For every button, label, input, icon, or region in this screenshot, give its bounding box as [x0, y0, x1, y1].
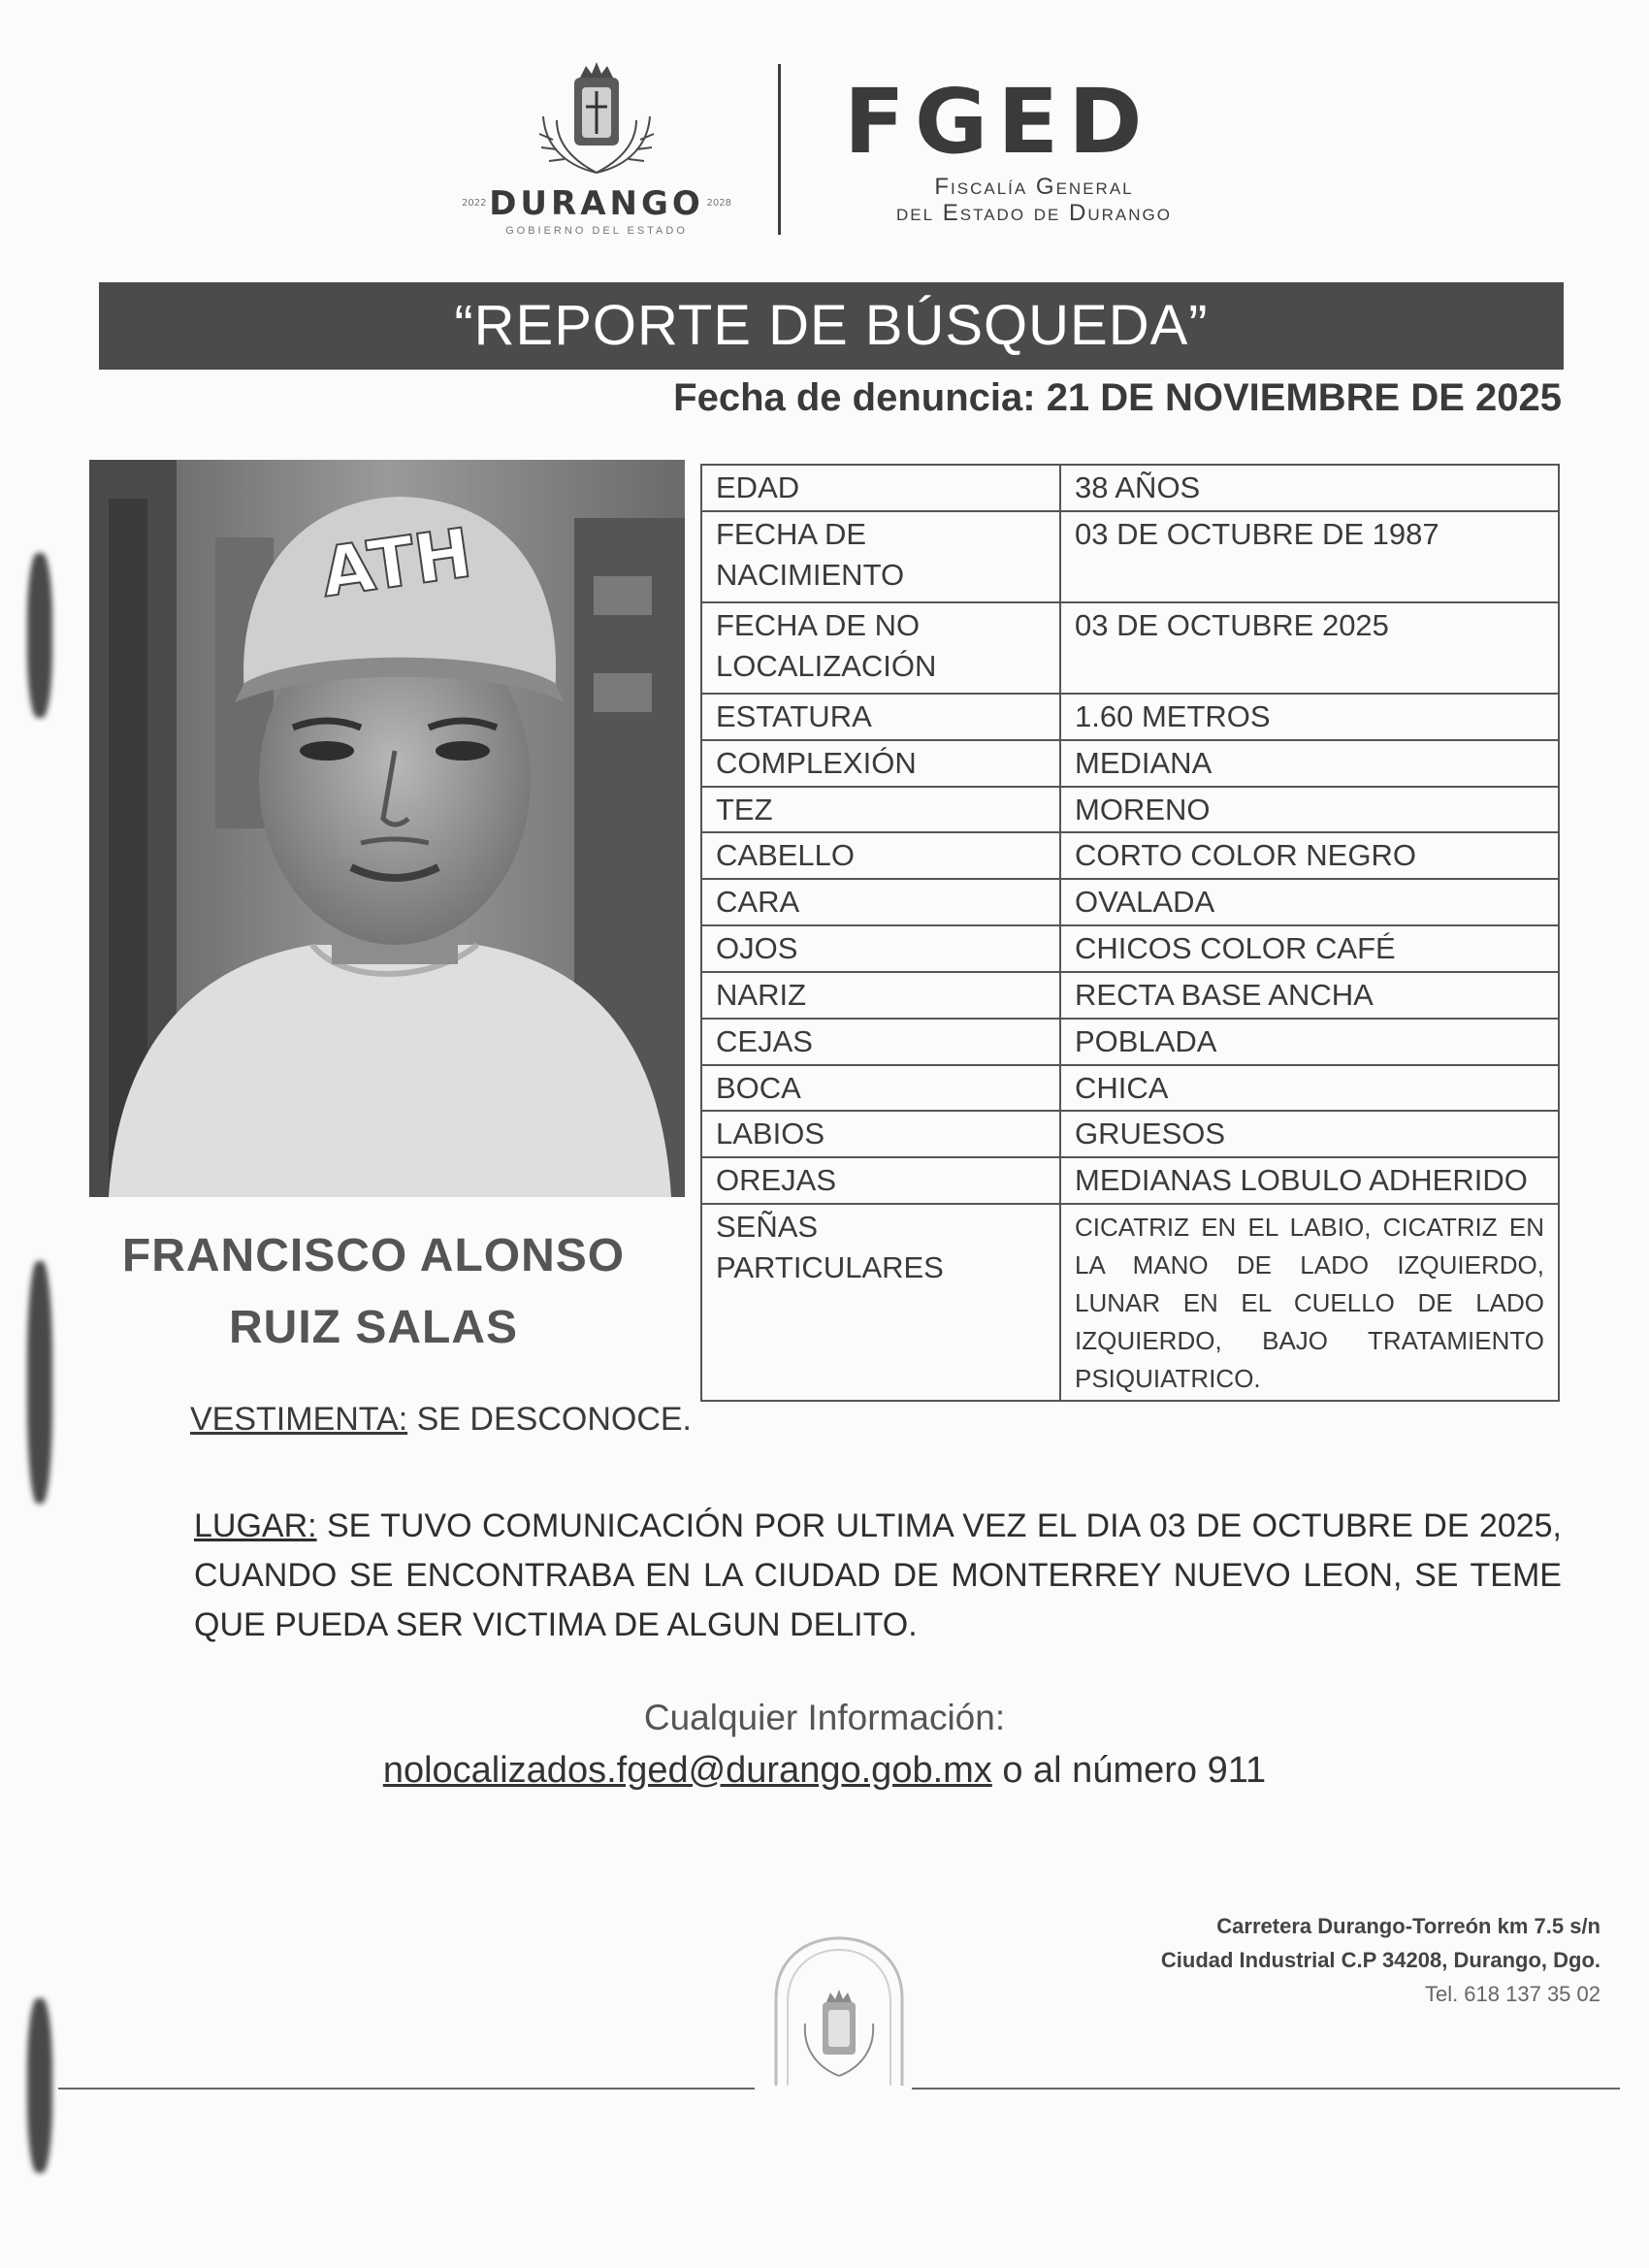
detail-label: EDAD — [701, 465, 1060, 511]
table-row — [701, 694, 1559, 740]
detail-value: MEDIANA — [1060, 740, 1559, 787]
detail-value: CHICOS COLOR CAFÉ — [1060, 925, 1559, 972]
person-name — [78, 1220, 669, 1365]
footer-seal — [766, 1930, 912, 2095]
contact-email-link[interactable]: nolocalizados.fged@durango.gob.mx — [382, 1750, 992, 1791]
detail-value: 03 DE OCTUBRE 2025 — [1060, 602, 1559, 694]
detail-label: SEÑAS PARTICULARES — [701, 1204, 1060, 1401]
scan-smudge — [27, 1998, 52, 2173]
detail-label: ESTATURA — [701, 694, 1060, 740]
detail-value: POBLADA — [1060, 1019, 1559, 1065]
table-row — [701, 879, 1559, 925]
header-divider — [778, 64, 781, 235]
report-title: “REPORTE DE BÚSQUEDA” — [99, 282, 1564, 370]
place-paragraph — [194, 1502, 1562, 1650]
agency-name-line2: del Estado de Durango — [896, 199, 1172, 226]
detail-value: CHICA — [1060, 1065, 1559, 1112]
agency-acronym: FGED — [844, 70, 1152, 174]
detail-label: FECHA DE NACIMIENTO — [701, 511, 1060, 602]
detail-label: CABELLO — [701, 832, 1060, 879]
detail-label: FECHA DE NO LOCALIZACIÓN — [701, 602, 1060, 694]
detail-value: MEDIANAS LOBULO ADHERIDO — [1060, 1157, 1559, 1204]
agency-name-line1: Fiscalía General — [934, 174, 1134, 200]
footer-phone: Tel. 618 137 35 02 — [1424, 1982, 1600, 2007]
detail-value: GRUESOS — [1060, 1111, 1559, 1157]
person-photo — [89, 460, 685, 1197]
person-name-line2: RUIZ SALAS — [229, 1302, 518, 1354]
detail-label: CARA — [701, 879, 1060, 925]
logo-year-right: 2028 — [706, 198, 731, 209]
place-text: SE TUVO COMUNICACIÓN POR ULTIMA VEZ EL DIA 03 DE OCTUBRE DE 2025, CUANDO SE ENCONTRABA EN LA CIUDAD DE MONTERREY NUEVO LEON, SE TEME QUE PUEDA SER VICTIMA DE ALGUN DELITO. — [194, 1507, 1562, 1643]
detail-value: 1.60 METROS — [1060, 694, 1559, 740]
clothing-label: VESTIMENTA: — [190, 1401, 408, 1438]
footer-address-line2: Ciudad Industrial C.P 34208, Durango, Dgo. — [1160, 1948, 1600, 1973]
detail-label: CEJAS — [701, 1019, 1060, 1065]
durango-logo — [456, 58, 737, 243]
table-row — [701, 465, 1559, 511]
state-seal-icon — [766, 1930, 912, 2095]
footer-rule — [912, 2088, 1620, 2090]
footer-address — [1018, 1909, 1600, 2012]
person-photo-image — [89, 460, 685, 1197]
table-row — [701, 740, 1559, 787]
clothing-text: SE DESCONOCE. — [407, 1401, 693, 1438]
detail-label: TEZ — [701, 787, 1060, 833]
scan-smudge — [27, 553, 52, 718]
detail-value: MORENO — [1060, 787, 1559, 833]
detail-label: BOCA — [701, 1065, 1060, 1112]
detail-label: COMPLEXIÓN — [701, 740, 1060, 787]
details-table — [700, 464, 1560, 1402]
agency-name — [850, 175, 1218, 227]
table-row — [701, 972, 1559, 1019]
detail-label: OJOS — [701, 925, 1060, 972]
table-row — [701, 1111, 1559, 1157]
detail-label: OREJAS — [701, 1157, 1060, 1204]
contact-phone-text: o al número 911 — [991, 1750, 1267, 1791]
logo-year-left: 2022 — [462, 198, 487, 209]
detail-label: LABIOS — [701, 1111, 1060, 1157]
table-row — [701, 1157, 1559, 1204]
table-row — [701, 602, 1559, 694]
report-date: Fecha de denuncia: 21 DE NOVIEMBRE DE 2025 — [673, 376, 1562, 419]
detail-value: RECTA BASE ANCHA — [1060, 972, 1559, 1019]
detail-value: CICATRIZ EN EL LABIO, CICATRIZ EN LA MANO DE LADO IZQUIERDO, LUNAR EN EL CUELLO DE LADO IZQUIERDO, BAJO TRATAMIENTO PSIQUIATRICO. — [1060, 1204, 1559, 1401]
contact-title: Cualquier Información: — [643, 1698, 1006, 1737]
table-row — [701, 925, 1559, 972]
table-row — [701, 1204, 1559, 1401]
detail-label: NARIZ — [701, 972, 1060, 1019]
person-name-line1: FRANCISCO ALONSO — [121, 1230, 626, 1281]
footer-rule — [58, 2088, 755, 2090]
table-row — [701, 511, 1559, 602]
detail-value: 03 DE OCTUBRE DE 1987 — [1060, 511, 1559, 602]
state-logo-word: DURANGO — [489, 184, 704, 223]
scan-smudge — [27, 1261, 52, 1504]
table-row — [701, 787, 1559, 833]
detail-value: 38 AÑOS — [1060, 465, 1559, 511]
contact-line — [0, 1750, 1649, 1792]
table-row — [701, 1065, 1559, 1112]
detail-value: OVALADA — [1060, 879, 1559, 925]
place-label: LUGAR: — [194, 1507, 317, 1544]
footer-address-line1: Carretera Durango-Torreón km 7.5 s/n — [1216, 1914, 1600, 1938]
table-row — [701, 1019, 1559, 1065]
state-emblem-icon — [456, 58, 737, 184]
detail-value: CORTO COLOR NEGRO — [1060, 832, 1559, 879]
clothing-line — [190, 1401, 692, 1439]
state-logo-subtitle: GOBIERNO DEL ESTADO — [505, 225, 688, 237]
cap-lettering: ATH — [316, 512, 477, 613]
table-row — [701, 832, 1559, 879]
